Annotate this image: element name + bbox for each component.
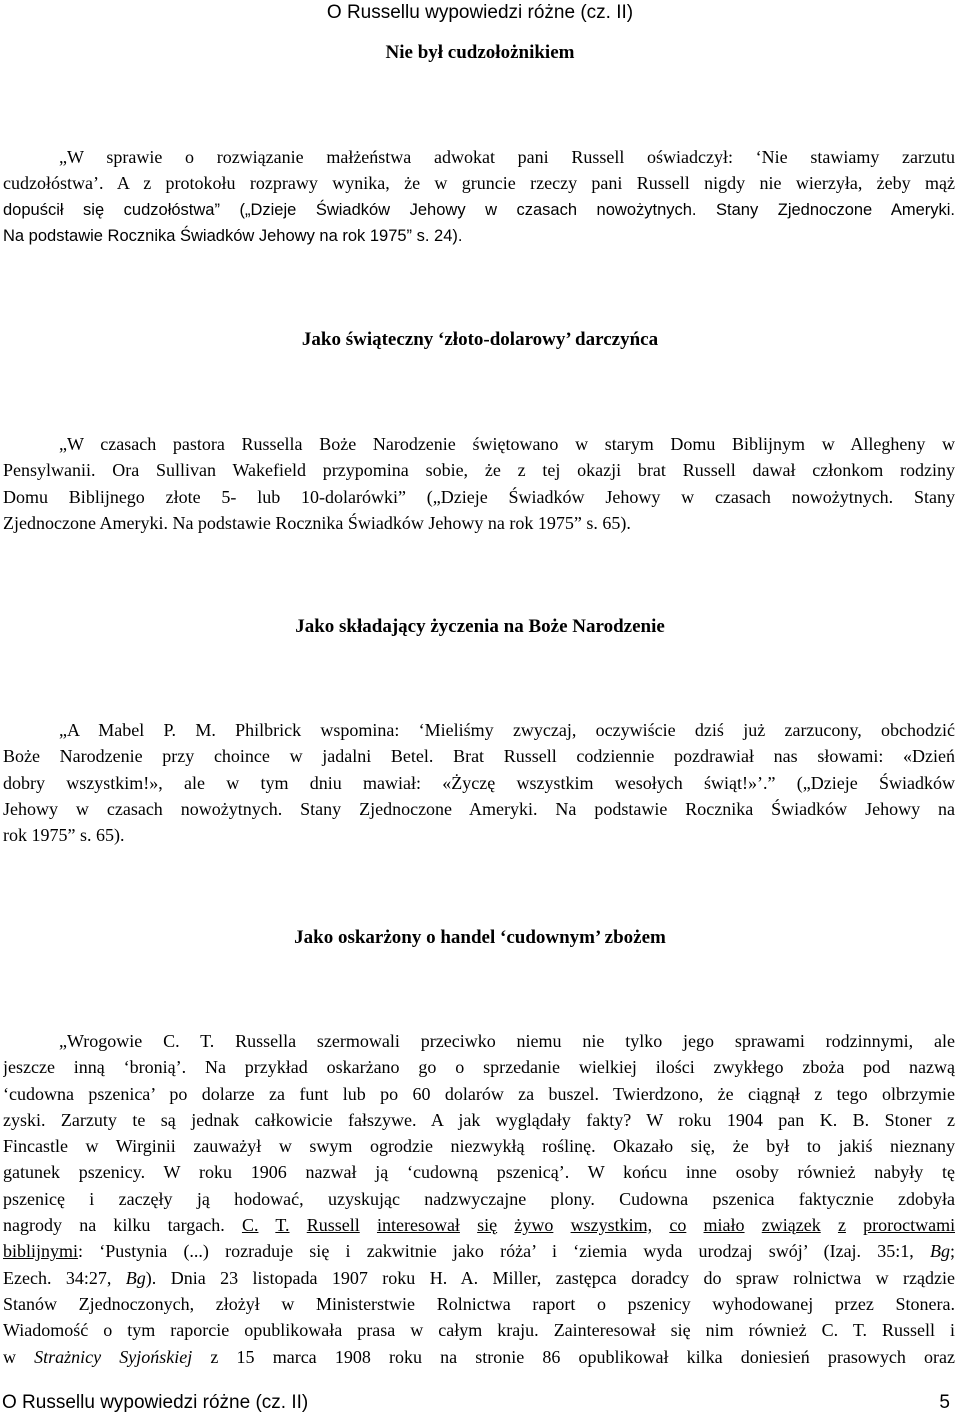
section-paragraph-christmas-wishes [3,717,955,848]
section-paragraph-gold-dollar-donor [3,431,955,536]
paragraph-line: Stanów Zjednoczonych, złożył w Ministerstwie Rolnictwa raport o pszenicy wyhodowanej przez Stonera. [3,1293,955,1314]
paragraph-line: biblijnymi: ‘Pustynia (...) rozraduje się i zakwitnie jako róża’ i ‘ziemia wyda urodzaj swój’ (Izaj. 35:1, Bg; [3,1241,955,1262]
paragraph-line: Zjednoczone Ameryki. Na podstawie Rocznika Świadków Jehowy na rok 1975” s. 65). [3,512,631,533]
paragraph-line: „W sprawie o rozwiązanie małżeństwa adwokat pani Russell oświadczył: ‘Nie stawiamy zarzutu [59,147,955,167]
paragraph-line: cudzołóstwa’. A z protokołu rozprawy wynika, że w gruncie rzeczy pani Russell nigdy nie wierzyła, żeby mąż [3,173,955,194]
section-paragraph-not-adulterer [3,144,955,249]
section-heading-miracle-wheat: Jako oskarżony o handel ‘cudownym’ zbożem [294,927,666,948]
paragraph-line: „Wrogowie C. T. Russella szermowali przeciwko niemu nie tylko jego sprawami rodzinnymi, ale [59,1031,955,1051]
paragraph-line: Ezech. 34:27, Bg). Dnia 23 listopada 1907 roku H. A. Miller, zastępca doradcy do spraw rolnictwa w rządzie [3,1267,955,1288]
paragraph-line: Pensylwanii. Ora Sullivan Wakefield przypomina sobie, że z tej okazji brat Russell dawał członkom rodziny [3,460,955,481]
paragraph-line: Domu Biblijnego złote 5- lub 10-dolarówki” („Dzieje Świadków Jehowy w czasach nowożytnych. Stany [3,486,955,507]
paragraph-line: dobry wszystkim!», ale w tym dniu mawiał: «Życzę wszystkim wesołych świąt!»’.” („Dzieje Świadków [3,772,955,793]
paragraph-line: dopuścił się cudzołóstwa” („Dzieje Świadków Jehowy w czasach nowożytnych. Stany Zjednoczone Ameryki. [3,200,955,219]
paragraph-line: „A Mabel P. M. Philbrick wspomina: ‘Mieliśmy zwyczaj, oczywiście dziś już zarzucony, obchodzić [59,720,955,740]
paragraph-line: gatunek pszenicy. W roku 1906 nazwał ją ‘cudowną pszenicą’. W końcu inne osoby również nabyły tę [3,1162,955,1183]
paragraph-line: „W czasach pastora Russella Boże Narodzenie świętowano w starym Domu Biblijnym w Allegheny w [59,434,955,454]
paragraph-line: nagrody na kilku targach. C. T. Russell interesował się żywo wszystkim, co miało związek z proroctwami [3,1215,955,1236]
footer-title: O Russellu wypowiedzi różne (cz. II) [2,1392,309,1413]
paragraph-line: jeszcze inną ‘bronią’. Na przykład oskarżano go o sprzedanie wielkiej ilości zwykłego zboża pod nazwą [3,1057,955,1078]
page-header-title: O Russellu wypowiedzi różne (cz. II) [326,2,634,23]
paragraph-line: zyski. Zarzuty te są jednak całkowicie fałszywe. A jak wyglądały fakty? W roku 1904 pan K. B. Stoner z [3,1109,955,1130]
page-number: 5 [939,1392,950,1413]
paragraph-line: Wiadomość o tym raporcie opublikowała prasa w całym kraju. Zainteresował się nim również C. T. Russell i [3,1320,955,1341]
paragraph-line: Na podstawie Rocznika Świadków Jehowy na rok 1975” s. 24). [3,226,463,245]
paragraph-line: Fincastle w Wirginii zauważył w swym ogrodzie niezwykłą roślinę. Okazało się, że był to jakiś nieznany [3,1136,955,1157]
paragraph-line: Jehowy w czasach nowożytnych. Stany Zjednoczone Ameryki. Na podstawie Rocznika Świadków Jehowy na [3,798,955,819]
paragraph-line: Boże Narodzenie przy choince w jadalni Betel. Brat Russell codziennie pozdrawiał nas słowami: «Dzień [3,746,955,767]
paragraph-line: rok 1975” s. 65). [3,825,125,846]
section-heading-not-adulterer: Nie był cudzołożnikiem [385,42,575,63]
section-heading-gold-dollar-donor: Jako świąteczny ‘złoto-dolarowy’ darczyńca [301,329,659,350]
section-heading-christmas-wishes: Jako składający życzenia na Boże Narodzenie [295,616,665,637]
paragraph-line: pszenicę i zaczęły ją hodować, uzyskując nadzwyczajne plony. Cudowna pszenica faktycznie zdobyła [3,1188,955,1209]
page-footer [0,1390,950,1416]
section-paragraph-miracle-wheat [3,1028,955,1370]
paragraph-line: w Strażnicy Syjońskiej z 15 marca 1908 roku na stronie 86 opublikował kilka doniesień prasowych oraz [3,1346,955,1367]
paragraph-line: ‘cudowna pszenica’ po dolarze za funt lub po 60 dolarów za buszel. Twierdzono, że ciągnął z tego olbrzymie [3,1083,955,1104]
